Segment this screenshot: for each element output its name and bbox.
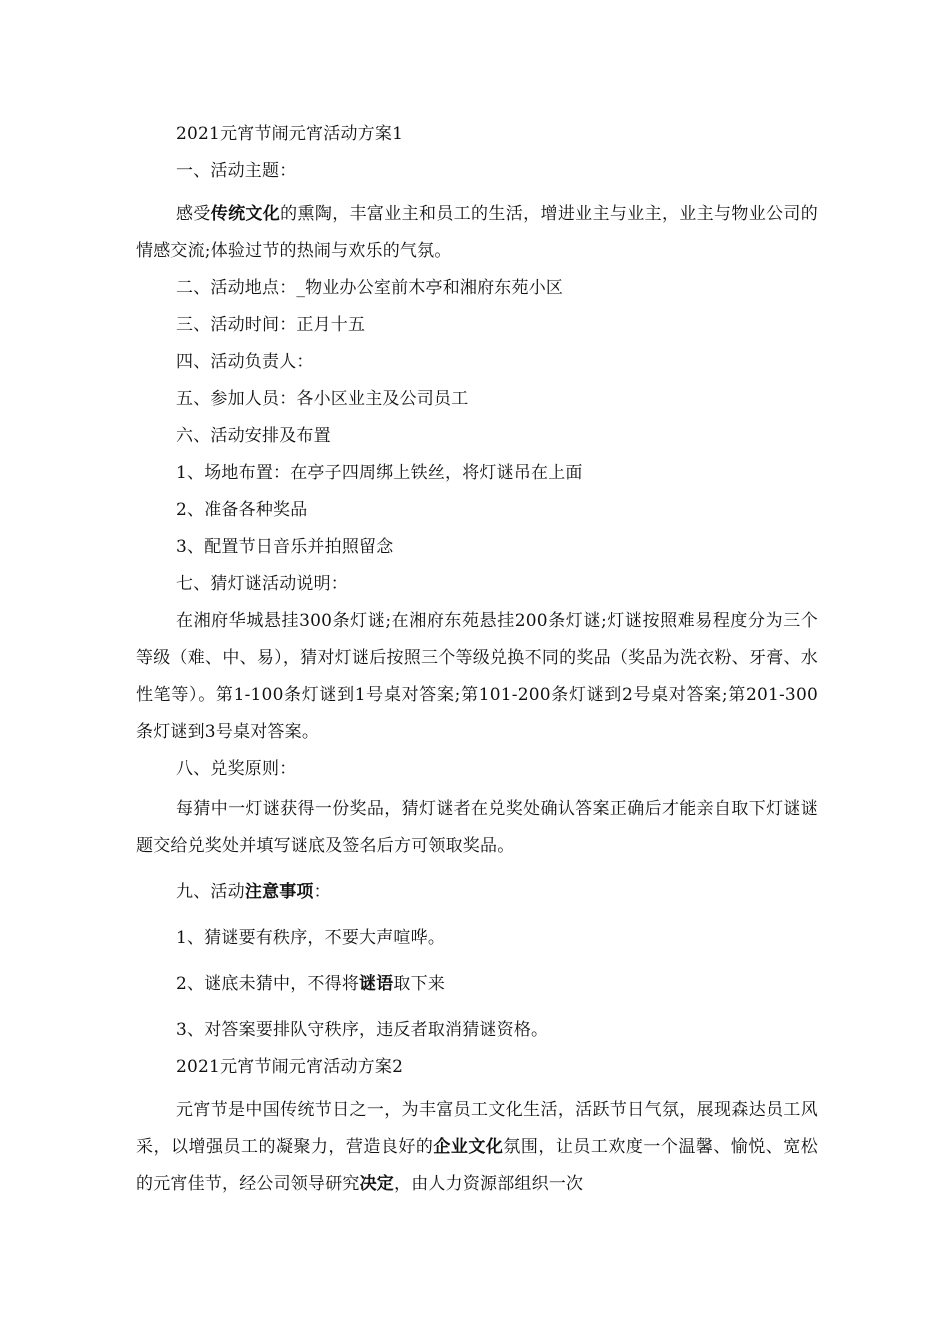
- heading-activity-lead: 四、活动负责人：: [176, 352, 314, 372]
- document-body: [136, 116, 818, 1203]
- link-traditional-culture[interactable]: 传统文化: [210, 204, 281, 224]
- text-run: 2、谜底未猜中，不得将: [176, 974, 360, 994]
- list-item-prizes: 2、准备各种奖品: [176, 500, 308, 520]
- paragraph-activity-theme: [136, 196, 818, 270]
- link-decision[interactable]: 决定: [359, 1174, 395, 1194]
- text-run: ，由人力资源部组织一次: [394, 1174, 584, 1194]
- heading-riddle-rules: 七、猜灯谜活动说明：: [176, 574, 348, 594]
- link-riddle[interactable]: 谜语: [359, 974, 394, 994]
- link-corporate-culture[interactable]: 企业文化: [433, 1137, 504, 1157]
- section-title-1: 2021元宵节闹元宵活动方案1: [176, 124, 404, 144]
- section-title-2: 2021元宵节闹元宵活动方案2: [176, 1057, 404, 1077]
- list-item-music: 3、配置节日音乐并拍照留念: [176, 537, 394, 557]
- link-precautions[interactable]: 注意事项: [244, 882, 314, 902]
- heading-precautions: [136, 874, 818, 911]
- heading-activity-time: 三、活动时间：正月十五: [176, 315, 366, 335]
- list-item-riddle-keep: [136, 966, 818, 1003]
- paragraph-riddle-rules: 在湘府华城悬挂300条灯谜;在湘府东苑悬挂200条灯谜;灯谜按照难易程度分为三个等级（难、中、易），猜对灯谜后按照三个等级兑换不同的奖品（奖品为洗衣粉、牙膏、水性笔等）。第1-100条灯谜到1号桌对答案;第101-200条灯谜到2号桌对答案;第201-300条灯谜到3号桌对答案。: [136, 611, 818, 742]
- paragraph-prize-principles: 每猜中一灯谜获得一份奖品，猜灯谜者在兑奖处确认答案正确后才能亲自取下灯谜谜题交给兑奖处并填写谜底及签名后方可领取奖品。: [136, 799, 818, 856]
- list-item-queue: 3、对答案要排队守秩序，违反者取消猜谜资格。: [176, 1020, 549, 1040]
- text-run: 感受: [176, 204, 211, 224]
- list-item-venue: 1、场地布置：在亭子四周绑上铁丝，将灯谜吊在上面: [176, 463, 583, 483]
- heading-arrangement: 六、活动安排及布置: [176, 426, 331, 446]
- heading-participants: 五、参加人员：各小区业主及公司员工: [176, 389, 469, 409]
- paragraph-plan-2-intro: [136, 1092, 818, 1203]
- text-run: 元宵节是中国传统节日之一，为丰富员工文化生活，活跃节日气氛，展现森达员工风采，以增强员工的凝聚力，营造良好的: [136, 1100, 818, 1157]
- text-run: 的熏陶，丰富业主和员工的生活，增进业主与业主，业主与物业公司的情感交流;体验过节的热闹与欢乐的气氛。: [136, 204, 818, 261]
- text-run: ：: [313, 882, 331, 902]
- heading-activity-location: 二、活动地点：_物业办公室前木亭和湘府东苑小区: [176, 278, 564, 298]
- heading-activity-theme: 一、活动主题：: [176, 161, 297, 181]
- list-item-order: 1、猜谜要有秩序，不要大声喧哗。: [176, 928, 446, 948]
- text-run: 氛围，让员工欢度一个温馨、愉悦、宽松的元宵佳节，经公司领导研究: [136, 1137, 818, 1194]
- text-run: 九、活动: [176, 882, 245, 902]
- text-run: 取下来: [393, 974, 446, 994]
- heading-prize-principles: 八、兑奖原则：: [176, 759, 297, 779]
